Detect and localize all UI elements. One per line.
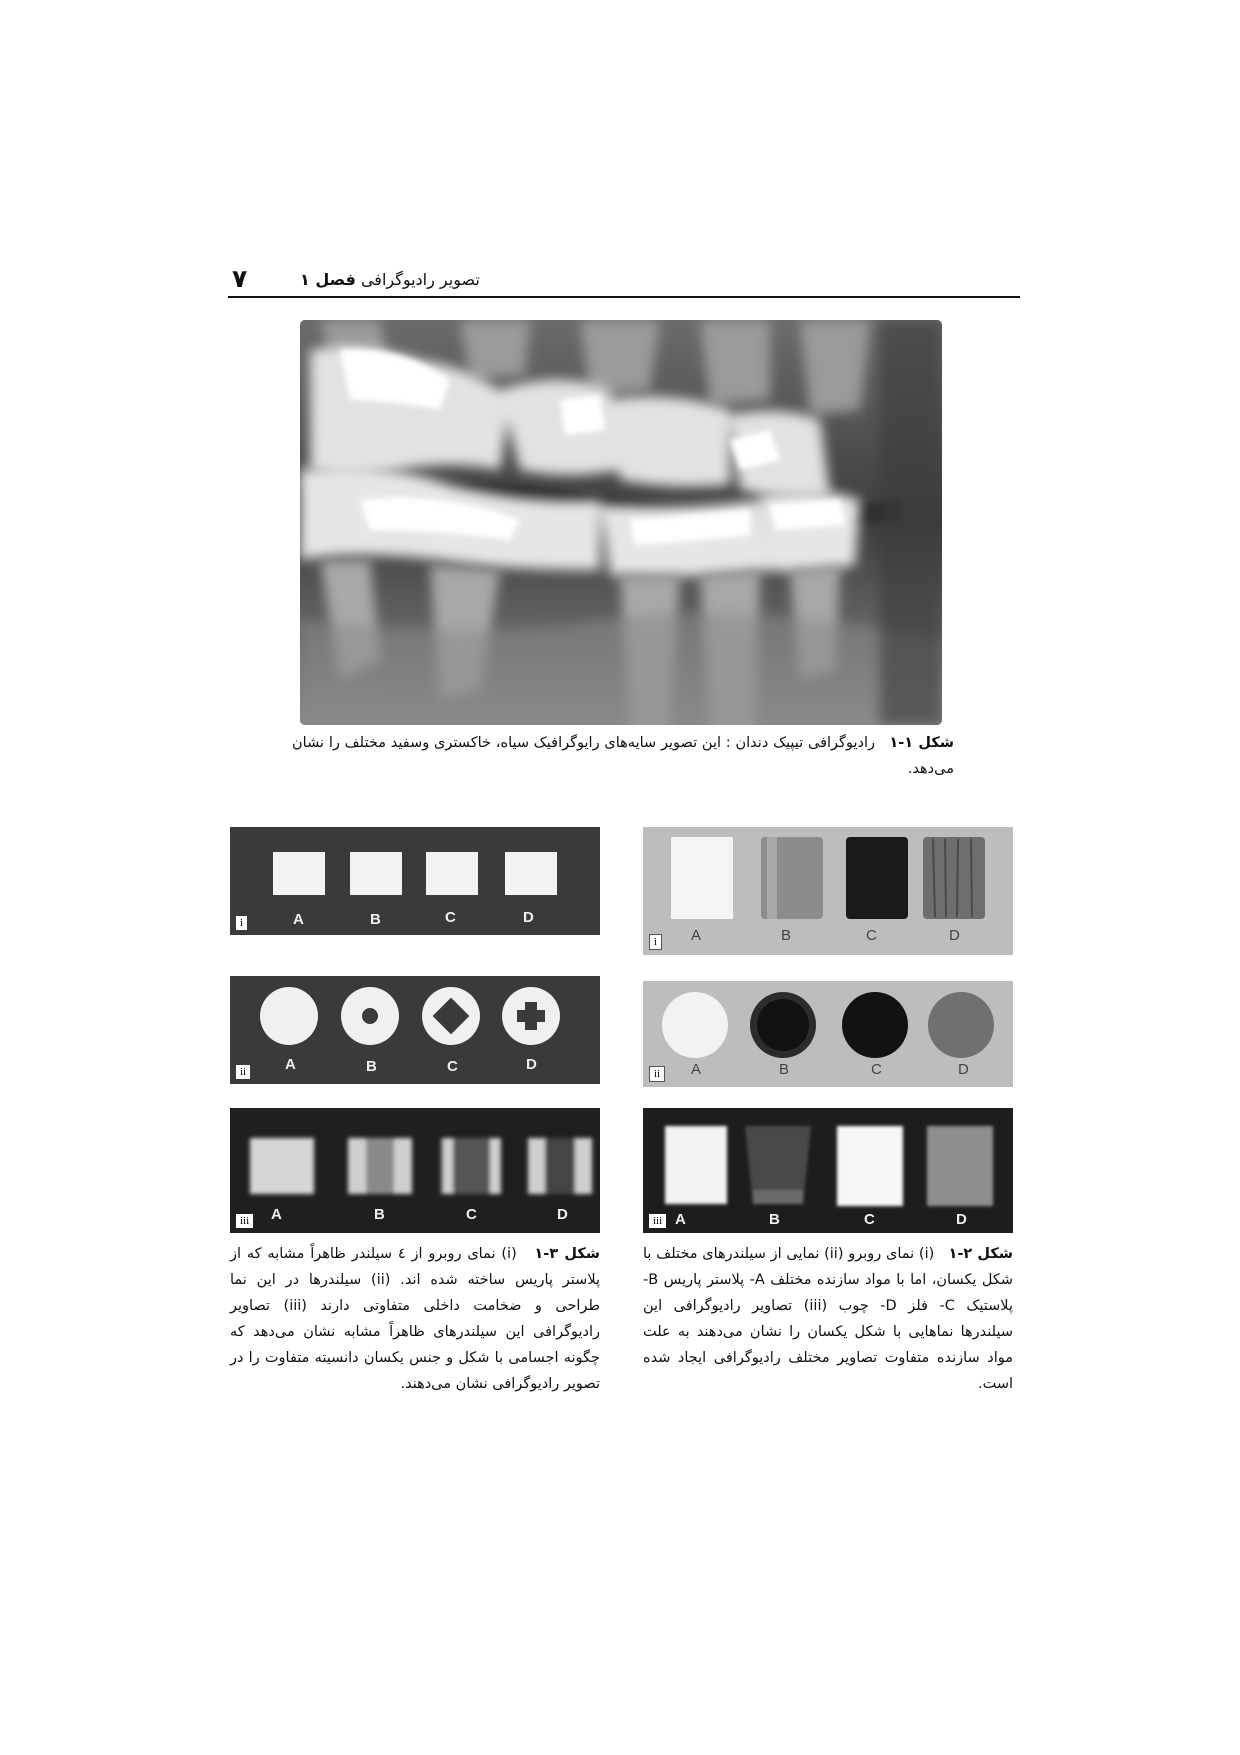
panel-letter-b: B <box>366 1058 377 1075</box>
panel-letter-a: A <box>675 1211 686 1228</box>
panel-letter-c: C <box>864 1211 875 1228</box>
panel-roman-i: i <box>649 934 662 950</box>
panel-letter-d: D <box>557 1206 568 1223</box>
figure-2-text: (i) نمای روبرو (ii) نمایی از سیلندرهای مختلف با شکل یکسان، اما با مواد سازنده مختلف A- پلاستر پاریس B- پلاستیک C- فلز D- چوب (iii) تصاویر رادیوگرافی این سیلندرها نماهایی با شکل یکسان را نشان می‌دهند به علت مواد سازنده متفاوت تصاویر مختلف رادیوگرافی ایجاد شده است. <box>643 1246 1013 1392</box>
panel-letter-d: D <box>958 1061 969 1078</box>
running-head-title: تصویر رادیوگرافی <box>360 270 480 289</box>
panel-letter-a: A <box>691 1061 702 1078</box>
panel-letter-c: C <box>447 1058 458 1075</box>
figure-1-caption <box>292 730 954 782</box>
panel-letter-d: D <box>949 927 960 944</box>
figure-2-panel-iii <box>643 1108 1013 1233</box>
running-head <box>228 262 1020 298</box>
panel-letter-a: A <box>285 1056 296 1073</box>
figure-1-label: شکل ۱-۱ <box>889 735 955 751</box>
panel-roman-iii: iii <box>649 1214 666 1228</box>
running-head-chapter: فصل ۱ <box>300 270 356 289</box>
panel-letter-c: C <box>466 1206 477 1223</box>
figure-2-panel-ii <box>643 981 1013 1087</box>
panel-letter-d: D <box>956 1211 967 1228</box>
panel-roman-i: i <box>236 916 247 930</box>
figure-1-text: رادیوگرافی تیپیک دندان : این تصویر سایه‌های رایوگرافیک سیاه، خاکستری وسفید مختلف را نشان می‌دهد. <box>292 735 954 777</box>
figure-3-panel-ii <box>230 976 600 1084</box>
figure-2-caption <box>643 1241 1013 1397</box>
panel-letter-b: B <box>779 1061 790 1078</box>
figure-3-label: شکل ۳-۱ <box>534 1246 601 1262</box>
panel-roman-ii: ii <box>236 1065 250 1079</box>
panel-letter-d: D <box>526 1056 537 1073</box>
panel-letter-c: C <box>445 909 456 926</box>
panel-letter-d: D <box>523 909 534 926</box>
panel-letter-c: C <box>866 927 877 944</box>
panel-letter-a: A <box>271 1206 282 1223</box>
figure-2-label: شکل ۲-۱ <box>948 1246 1014 1262</box>
page-number: ۷ <box>232 264 248 293</box>
panel-roman-ii: ii <box>649 1066 665 1082</box>
panel-letter-b: B <box>769 1211 780 1228</box>
running-head-text <box>288 270 480 289</box>
panel-letter-a: A <box>293 911 304 928</box>
panel-letter-b: B <box>370 911 381 928</box>
panel-letter-c: C <box>871 1061 882 1078</box>
panel-roman-iii: iii <box>236 1214 253 1228</box>
figure-3-panel-i <box>230 827 600 935</box>
panel-letter-a: A <box>691 927 702 944</box>
figure-2-panel-i <box>643 827 1013 955</box>
figure-3-caption <box>230 1241 600 1397</box>
figure-3-panel-iii <box>230 1108 600 1233</box>
figure-3-text: (i) نمای روبرو از ٤ سیلندر ظاهراً مشابه که از پلاستر پاریس ساخته شده اند. (ii) سیلندرها در این نما طراحی و ضخامت داخلی متفاوتی دارند (iii) تصاویر رادیوگرافی این سیلندرهای ظاهراً مشابه نشان می‌دهد که چگونه اجسامی با شکل و جنس یکسان دانسیته متفاوت را در تصویر رادیوگرافی نشان می‌دهند. <box>230 1246 601 1392</box>
panel-letter-b: B <box>374 1206 385 1223</box>
panel-letter-b: B <box>781 927 792 944</box>
dental-radiograph <box>300 320 942 725</box>
header-rule <box>228 296 1020 298</box>
